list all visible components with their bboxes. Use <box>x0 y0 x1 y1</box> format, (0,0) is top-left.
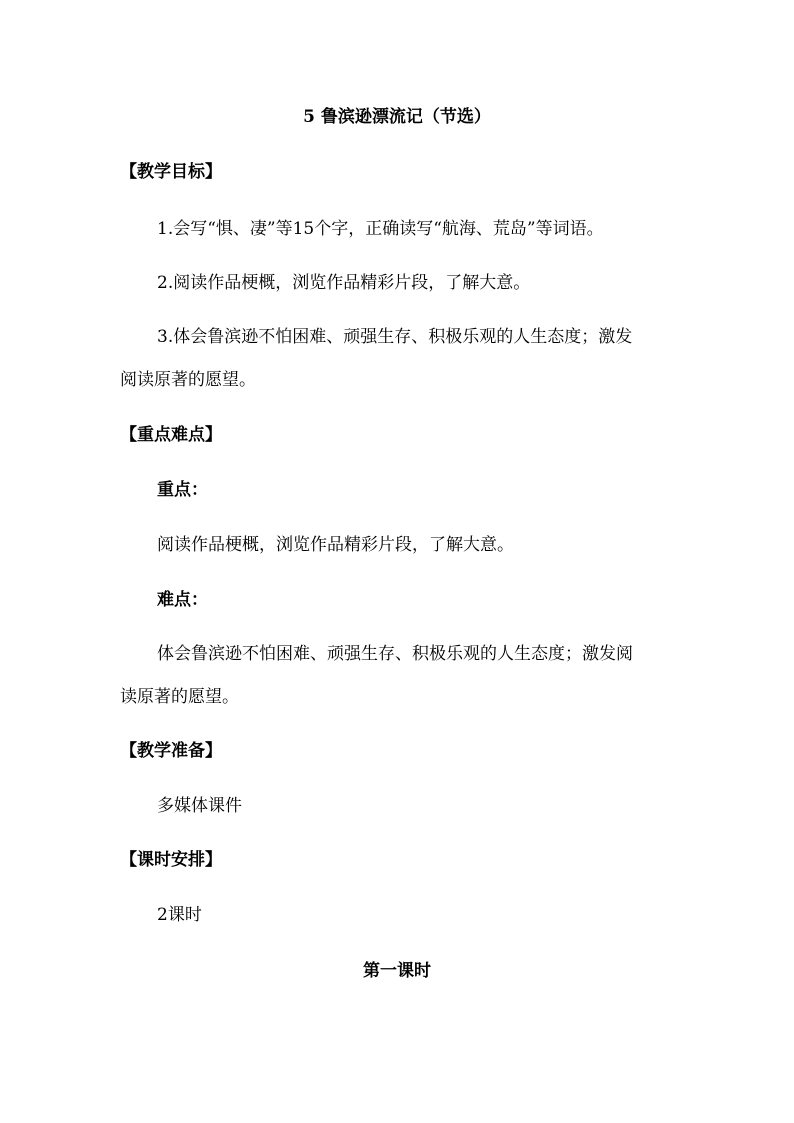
schedule-text: 2课时 <box>157 905 202 925</box>
objective-item-3-continued: 阅读原著的愿望。 <box>120 370 256 390</box>
key-point-label: 重点： <box>157 480 208 500</box>
difficult-point-label: 难点： <box>157 590 208 610</box>
difficult-point-text-continued: 读原著的愿望。 <box>120 687 239 707</box>
keypoints-heading: 【重点难点】 <box>120 425 222 445</box>
preparation-text: 多媒体课件 <box>157 796 242 816</box>
schedule-heading: 【课时安排】 <box>120 850 222 870</box>
objective-item-3: 3.体会鲁滨逊不怕困难、顽强生存、积极乐观的人生态度；激发 <box>157 327 633 347</box>
key-point-text: 阅读作品梗概，浏览作品精彩片段，了解大意。 <box>157 535 514 555</box>
preparation-heading: 【教学准备】 <box>120 741 222 761</box>
difficult-point-text: 体会鲁滨逊不怕困难、顽强生存、积极乐观的人生态度；激发阅 <box>157 644 633 664</box>
objective-item-2: 2.阅读作品梗概，浏览作品精彩片段，了解大意。 <box>157 273 531 293</box>
objectives-heading: 【教学目标】 <box>120 162 222 182</box>
objective-item-1: 1.会写“惧、凄”等15个字，正确读写“航海、荒岛”等词语。 <box>157 219 604 239</box>
document-title: 5 鲁滨逊漂流记（节选） <box>303 107 491 127</box>
lesson-heading: 第一课时 <box>363 961 431 981</box>
